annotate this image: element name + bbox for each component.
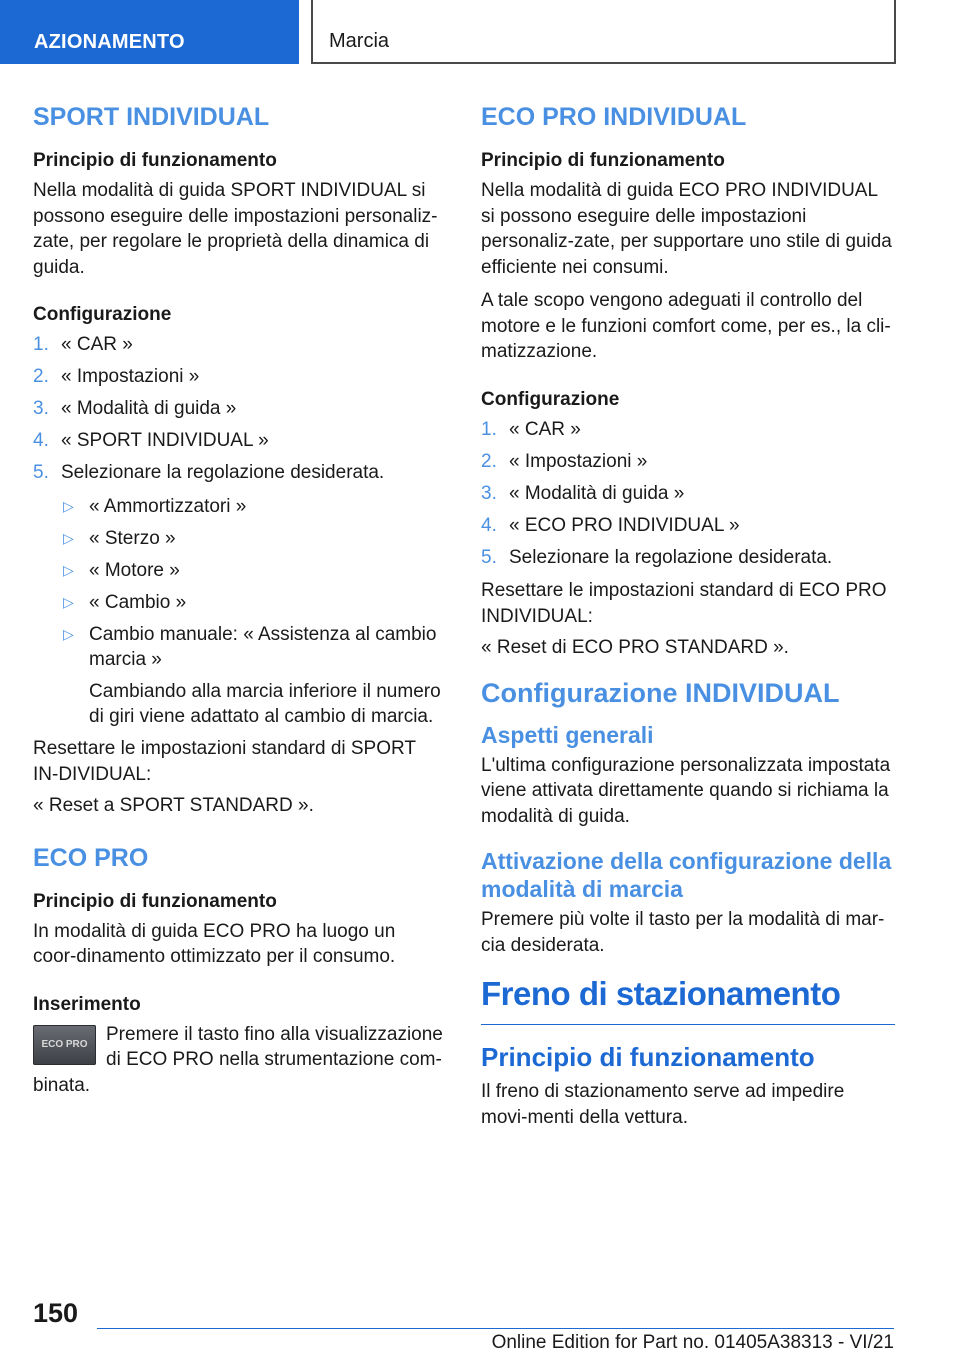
eco-insert-text: Premere il tasto fino alla visualizzazione di ECO PRO nella strumentazione com-binata. <box>33 1023 443 1096</box>
section-tab: AZIONAMENTO <box>0 0 299 64</box>
sport-reset-command: « Reset a SPORT STANDARD ». <box>33 795 314 816</box>
freno-principle-heading: Principio di funzionamento <box>481 1042 815 1072</box>
list-item: ▷ « Ammortizzatori » <box>61 494 443 520</box>
aspetti-generali-text: L'ultima configurazione personalizzata impostata viene attivata direttamente quando si richiama la modalità di guida. <box>481 754 891 827</box>
attivazione-text: Premere più volte il tasto per la modalità di mar-cia desiderata. <box>481 909 885 956</box>
list-item: ▷ « Motore » <box>61 558 443 584</box>
triangle-bullet-icon: ▷ <box>63 593 74 610</box>
ecoind-steps <box>481 417 895 571</box>
eco-insert-heading: Inserimento <box>33 993 141 1015</box>
list-item: 1. « CAR » <box>481 418 581 440</box>
list-item: 3. « Modalità di guida » <box>481 482 685 504</box>
heading-divider <box>481 1024 895 1025</box>
edition-note: Online Edition for Part no. 01405A38313 - VI/21 <box>491 1332 894 1353</box>
list-item: 4. « ECO PRO INDIVIDUAL » <box>481 514 740 536</box>
triangle-bullet-icon: ▷ <box>63 497 74 514</box>
attivazione-heading: Attivazione della configurazione della modalità di marcia <box>481 848 892 902</box>
sport-reset-text: Resettare le impostazioni standard di SPORT IN-DIVIDUAL: <box>33 738 416 785</box>
list-item: ▷ « Sterzo » <box>61 526 443 552</box>
list-item: 5. Selezionare la regolazione desiderata. <box>33 462 385 483</box>
list-item: 2. « Impostazioni » <box>481 450 648 472</box>
ecoind-config-heading: Configurazione <box>481 388 620 410</box>
list-item: ▷ Cambio manuale: « Assistenza al cambio marcia » Cambiando alla marcia inferiore il numero di giri viene adattato al cambio di marcia. <box>61 622 443 730</box>
list-item: 2. « Impostazioni » <box>33 366 200 387</box>
eco-pro-individual-heading: ECO PRO INDIVIDUAL <box>481 103 747 131</box>
eco-principle-heading: Principio di funzionamento <box>33 890 277 912</box>
list-item: ▷ « Cambio » <box>61 590 443 616</box>
sport-principle-text: Nella modalità di guida SPORT INDIVIDUAL si possono eseguire delle impostazioni personaliz-zate, per regolare le proprietà della dinamica di guida. <box>33 180 438 278</box>
chapter-title: Marcia <box>311 0 896 64</box>
left-column <box>33 100 443 1112</box>
triangle-bullet-icon: ▷ <box>63 625 74 642</box>
list-item: 4. « SPORT INDIVIDUAL » <box>33 430 269 451</box>
sport-steps <box>33 332 443 486</box>
ecoind-principle-text-2: A tale scopo vengono adeguati il controllo del motore e le funzioni comfort come, per es., la cli-matizzazione. <box>481 290 891 362</box>
page-number: 150 <box>33 1298 79 1328</box>
sport-options <box>61 494 443 730</box>
sport-individual-heading: SPORT INDIVIDUAL <box>33 103 270 131</box>
sport-config-heading: Configurazione <box>33 304 172 325</box>
list-item: 5. Selezionare la regolazione desiderata. <box>481 546 833 568</box>
eco-pro-button-icon: ECO PRO <box>33 1025 96 1065</box>
ecoind-reset-text: Resettare le impostazioni standard di ECO PRO INDIVIDUAL: <box>481 580 887 627</box>
freno-heading: Freno di stazionamento <box>481 975 841 1012</box>
ecoind-principle-text-1: Nella modalità di guida ECO PRO INDIVIDUAL si possono eseguire delle impostazioni personaliz-zate, per supportare uno stile di guida efficiente nei consumi. <box>481 180 892 278</box>
triangle-bullet-icon: ▷ <box>63 561 74 578</box>
triangle-bullet-icon: ▷ <box>63 529 74 546</box>
list-item: 3. « Modalità di guida » <box>33 398 237 419</box>
eco-insert-block <box>33 1022 443 1099</box>
eco-pro-heading: ECO PRO <box>33 843 149 872</box>
aspetti-generali-heading: Aspetti generali <box>481 721 654 748</box>
ecoind-reset-command: « Reset di ECO PRO STANDARD ». <box>481 637 789 658</box>
freno-principle-text: Il freno di stazionamento serve ad impedire movi-menti della vettura. <box>481 1081 845 1128</box>
ecoind-principle-heading: Principio di funzionamento <box>481 150 725 171</box>
sport-principle-heading: Principio di funzionamento <box>33 150 277 171</box>
bullet-note: Cambiando alla marcia inferiore il numero di giri viene adattato al cambio di marcia. <box>89 680 441 727</box>
right-column <box>481 100 895 1144</box>
eco-principle-text: In modalità di guida ECO PRO ha luogo un coor-dinamento ottimizzato per il consumo. <box>33 920 396 967</box>
footer-divider <box>97 1328 894 1329</box>
config-individual-heading: Configurazione INDIVIDUAL <box>481 677 840 708</box>
list-item: 1. « CAR » <box>33 334 133 355</box>
